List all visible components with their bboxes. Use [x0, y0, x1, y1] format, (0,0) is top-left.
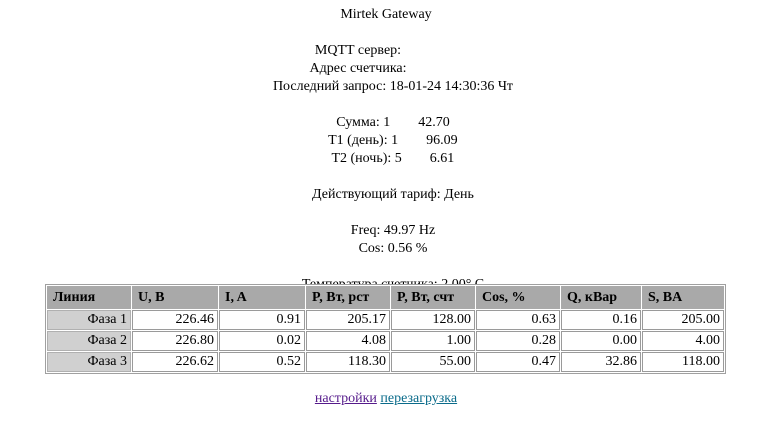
table-row	[47, 331, 724, 351]
table-cell: 0.02	[219, 331, 305, 351]
column-header: Q, кВар	[561, 286, 641, 309]
t1-label: T1 (день): 1	[328, 133, 399, 148]
mqtt-server-row	[0, 24, 772, 58]
reboot-link[interactable]: перезагрузка	[380, 391, 458, 406]
phase-name-cell: Фаза 2	[47, 331, 131, 351]
table-cell: 55.00	[391, 352, 475, 372]
meter-address-label: Адрес счетчика:	[309, 61, 407, 76]
table-cell: 0.52	[219, 352, 305, 372]
table-cell: 0.47	[476, 352, 560, 372]
t1-value: 96.09	[426, 133, 458, 148]
tariff-value: День	[444, 187, 474, 202]
last-request-label: Последний запрос:	[272, 79, 387, 94]
table-cell: 226.62	[132, 352, 218, 372]
table-cell: 0.91	[219, 310, 305, 330]
mqtt-server-label: MQTT сервер:	[314, 43, 402, 58]
table-cell: 4.00	[642, 331, 724, 351]
tariff-label: Действующий тариф:	[312, 187, 441, 202]
column-header: Линия	[47, 286, 131, 309]
sum-value: 42.70	[418, 115, 450, 130]
freq-label: Freq:	[350, 223, 381, 238]
table-cell: 0.16	[561, 310, 641, 330]
column-header: P, Вт, рст	[306, 286, 390, 309]
table-cell: 0.28	[476, 331, 560, 351]
phase-table	[45, 284, 726, 374]
column-header: Cos, %	[476, 286, 560, 309]
table-cell: 118.30	[306, 352, 390, 372]
table-cell: 128.00	[391, 310, 475, 330]
settings-link[interactable]: настройки	[314, 391, 377, 406]
table-header-row	[47, 286, 724, 309]
table-cell: 205.17	[306, 310, 390, 330]
table-cell: 226.46	[132, 310, 218, 330]
table-cell: 118.00	[642, 352, 724, 372]
t2-value: 6.61	[429, 151, 455, 166]
page-title: Mirtek Gateway	[340, 7, 432, 22]
footer-links	[0, 391, 772, 407]
freq-value: 49.97 Hz	[383, 223, 436, 238]
last-request-value: 18-01-24 14:30:36 Чт	[389, 79, 514, 94]
column-header: S, BA	[642, 286, 724, 309]
column-header: I, A	[219, 286, 305, 309]
table-cell: 205.00	[642, 310, 724, 330]
sum-label: Сумма: 1	[336, 115, 391, 130]
table-cell: 0.00	[561, 331, 641, 351]
column-header: P, Вт, счт	[391, 286, 475, 309]
cos-value: 0.56 %	[387, 241, 428, 256]
phase-name-cell: Фаза 3	[47, 352, 131, 372]
table-cell: 226.80	[132, 331, 218, 351]
table-cell: 1.00	[391, 331, 475, 351]
table-row	[47, 352, 724, 372]
table-cell: 32.86	[561, 352, 641, 372]
t2-label: T2 (ночь): 5	[331, 151, 402, 166]
cos-label: Cos:	[358, 241, 385, 256]
column-header: U, B	[132, 286, 218, 309]
phase-name-cell: Фаза 1	[47, 310, 131, 330]
table-cell: 4.08	[306, 331, 390, 351]
table-row	[47, 310, 724, 330]
table-cell: 0.63	[476, 310, 560, 330]
